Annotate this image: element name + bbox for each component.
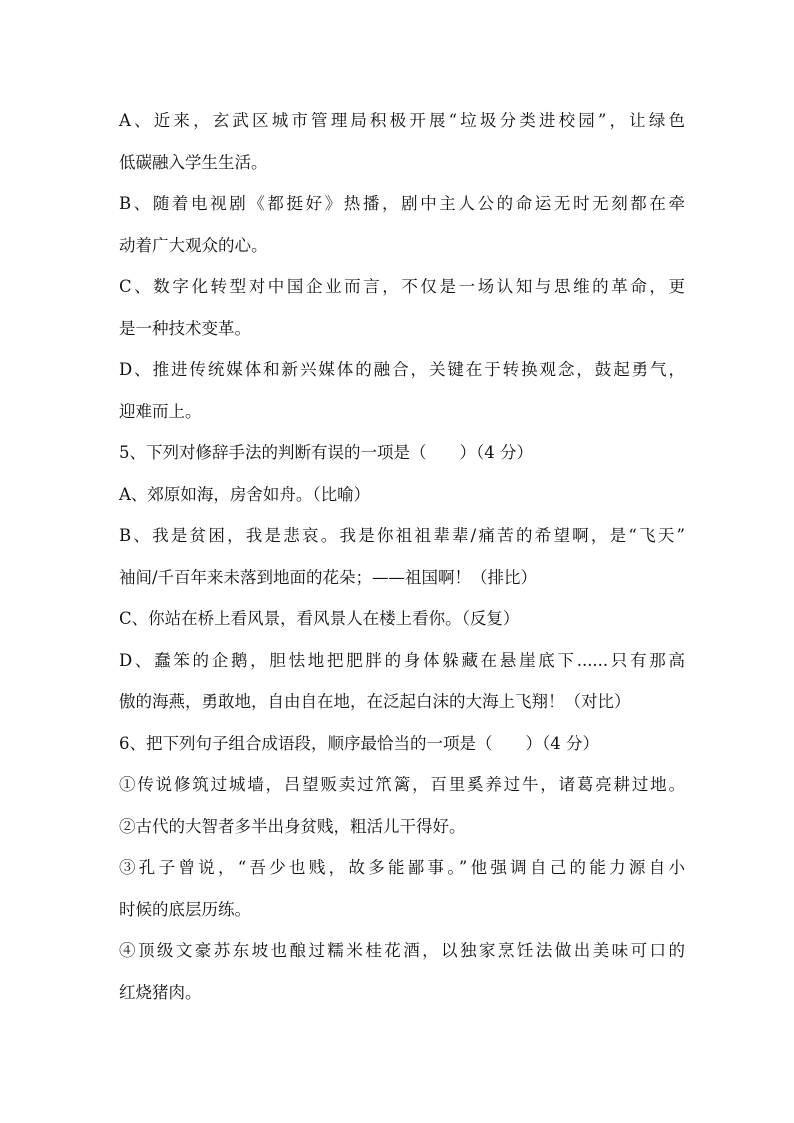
option-d-line-1: D、推进传统媒体和新兴媒体的融合，关键在于转换观念，鼓起勇气，: [119, 360, 685, 379]
question-5-option-b-line-2: 袖间/千百年来未落到地面的花朵；——祖国啊！（排比）: [119, 567, 538, 587]
question-5-option-b-line-1: B、我是贫困，我是悲哀。我是你祖祖辈辈/痛苦的希望啊，是“飞天”: [119, 526, 685, 545]
document-body: [119, 100, 685, 1013]
question-6-sentence-4-line-2: 红烧猪肉。: [119, 982, 202, 1002]
option-a-line-1: A、近来，玄武区城市管理局积极开展“垃圾分类进校园”，让绿色: [119, 111, 685, 130]
option-d-line-2: 迎难而上。: [119, 401, 202, 421]
question-5-option-d-line-2: 傲的海燕，勇敢地，自由自在地，在泛起白沫的大海上飞翔！（对比）: [119, 692, 631, 711]
option-b-line-2: 动着广大观众的心。: [119, 235, 268, 255]
question-6-sentence-1: ①传说修筑过城墙，吕望贩卖过笊篱，百里奚养过牛，诸葛亮耕过地。: [119, 775, 685, 794]
question-6-sentence-3-line-1: ③孔子曾说，“吾少也贱，故多能鄙事。”他强调自己的能力源自小: [119, 858, 685, 877]
question-6-sentence-3-line-2: 时候的底层历练。: [119, 899, 251, 919]
option-b-line-1: B、随着电视剧《都挺好》热播，剧中主人公的命运无时无刻都在牵: [119, 194, 685, 213]
question-5-option-d-line-1: D、蠢笨的企鹅，胆怯地把肥胖的身体躲藏在悬崖底下......只有那高: [119, 650, 685, 670]
option-c-line-2: 是一种技术变革。: [119, 318, 251, 338]
question-6-sentence-2: ②古代的大智者多半出身贫贱，粗活儿干得好。: [119, 816, 466, 836]
option-c-line-1: C、数字化转型对中国企业而言，不仅是一场认知与思维的革命，更: [119, 277, 685, 296]
option-a-line-2: 低碳融入学生生活。: [119, 152, 268, 172]
question-6-stem: 6、把下列句子组合成语段，顺序最恰当的一项是（ ）（4 分）: [119, 733, 599, 753]
question-5-option-a: A、郊原如海，房舍如舟。（比喻）: [119, 484, 371, 504]
question-5-option-c: C、你站在桥上看风景，看风景人在楼上看你。（反复）: [119, 609, 520, 628]
question-6-sentence-4-line-1: ④顶级文豪苏东坡也酿过糯米桂花酒，以独家烹饪法做出美味可口的: [119, 941, 685, 960]
question-5-stem: 5、下列对修辞手法的判断有误的一项是（ ）（4 分）: [119, 443, 533, 462]
